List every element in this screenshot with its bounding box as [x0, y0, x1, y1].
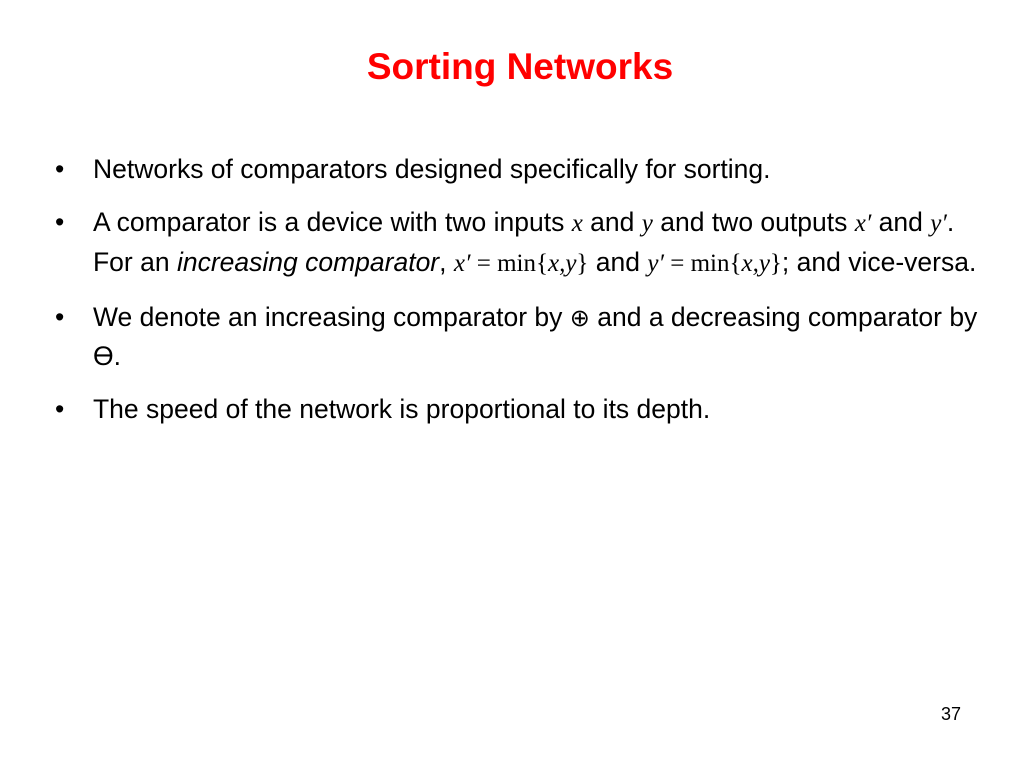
bullet-list	[55, 150, 995, 443]
math-variable-x-prime: x′	[854, 210, 872, 237]
formula-args: x,y	[547, 250, 577, 277]
ominus-icon: Ө	[93, 341, 114, 371]
bullet-text-part: . For an	[93, 207, 955, 277]
bullet-text: Networks of comparators designed specifically for sorting.	[93, 154, 771, 184]
formula-lhs: x′	[453, 250, 471, 277]
formula-brace-close: }	[576, 250, 589, 277]
page-number: 37	[940, 704, 961, 724]
bullet-text-part: and	[588, 247, 648, 277]
math-variable-x: x	[571, 210, 583, 237]
formula-brace-close: }	[769, 250, 782, 277]
formula-min: min	[497, 250, 536, 277]
formula-args: x,y	[741, 250, 770, 277]
bullet-marker: •	[55, 302, 65, 332]
formula-equals: =	[470, 250, 498, 277]
bullet-text-part: ,	[439, 247, 454, 277]
bullet-item-notation	[55, 298, 995, 375]
bullet-text-part: A comparator is a device with two inputs	[93, 207, 572, 237]
bullet-text-part: and	[582, 207, 642, 237]
bullet-text-part: and	[871, 207, 931, 237]
bullet-marker: •	[55, 207, 65, 237]
formula-equals: =	[663, 250, 691, 277]
math-variable-y: y	[641, 210, 653, 237]
bullet-item-networks	[55, 150, 995, 188]
bullet-text-part: and two outputs	[652, 207, 855, 237]
bullet-text-part: and a decreasing comparator by	[589, 302, 978, 332]
formula-brace-open: {	[535, 250, 548, 277]
slide-title: Sorting Networks	[366, 46, 674, 87]
bullet-item-speed	[55, 390, 995, 428]
formula-min: min	[690, 250, 730, 277]
bullet-marker: •	[55, 394, 65, 424]
bullet-text: The speed of the network is proportional to its depth.	[93, 394, 711, 424]
bullet-text-part: We denote an increasing comparator by	[93, 302, 570, 332]
bullet-text-part: .	[113, 341, 121, 371]
math-variable-y-prime: y′	[930, 210, 947, 237]
formula-brace-open: {	[729, 250, 742, 277]
formula-y-prime-min	[647, 247, 782, 277]
bullet-text-part: ; and vice-versa.	[781, 247, 977, 277]
formula-x-prime-min	[454, 247, 589, 277]
bullet-item-comparator	[55, 203, 995, 283]
italic-term: increasing comparator	[176, 247, 440, 277]
bullet-marker: •	[55, 154, 65, 184]
oplus-icon: ⊕	[569, 304, 590, 332]
formula-lhs: y′	[647, 250, 664, 277]
